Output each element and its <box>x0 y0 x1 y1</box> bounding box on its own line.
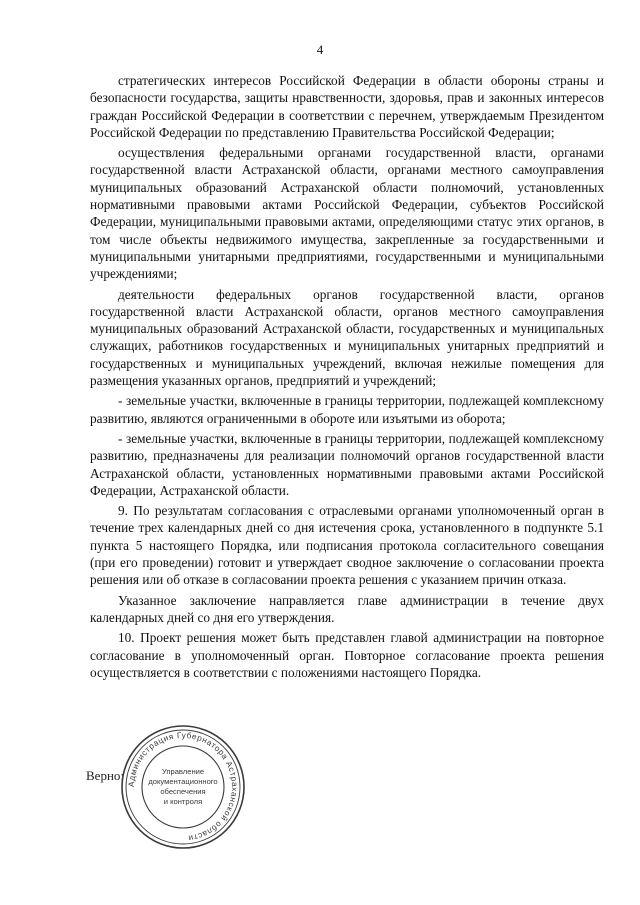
paragraph-item-10: 10. Проект решения может быть представлен главой администрации на повторное согласование в уполномоченный орган. Повторное согласование проекта решения осуществляется в соответствии с положениями настоящего Порядка. <box>90 630 604 680</box>
paragraph-land-for-powers: - земельные участки, включенные в границы территории, подлежащей комплексному развитию, предназначены для реализации полномочий органов государственной власти Астраханской области, установленных нормативными правовыми актами Российской Федерации, Астраханской области. <box>90 430 604 498</box>
document-body <box>90 72 604 681</box>
paragraph-restricted-land: - земельные участки, включенные в границы территории, подлежащей комплексному развитию, являются ограниченными в обороте или изъятыми из оборота; <box>90 393 604 426</box>
paragraph-conclusion-sent: Указанное заключение направляется главе администрации в течение двух календарных дней со дня его утверждения. <box>90 592 604 625</box>
verno-label: Верно: <box>86 768 125 783</box>
paragraph-strategic-interests: стратегических интересов Российской Федерации в области обороны страны и безопасности государства, защиты нравственности, здоровья, прав и законных интересов граждан Российской Федерации в соответствии с перечнем, утверждаемым Президентом Российской Федерации по представлению Правительства Российской Федерации; <box>90 73 604 140</box>
paragraph-item-9: 9. По результатам согласования с отраслевыми органами уполномоченный орган в течение трех календарных дней со дня истечения срока, установленного в подпункте 5.1 пункта 5 настоящего Порядка, или подписания протокола согласительного совещания (при его проведении) готовит и утверждает сводное заключение о согласовании проекта решения или об отказе в согласовании проекта решения с указанием причин отказа. <box>90 503 604 588</box>
stamp-line-2: документационного <box>148 777 218 786</box>
stamp-line-3: обеспечения <box>160 787 206 796</box>
stamp-ring-text: Администрация Губернатора Астраханской области <box>126 730 240 843</box>
stamp-line-4: и контроля <box>163 797 203 806</box>
stamp-line-1: Управление <box>161 767 205 776</box>
paragraph-bodies-activity: деятельности федеральных органов государственной власти, органов государственной власти Астраханской области, органов местного самоуправления муниципальных образований Астраханской области, государственных и муниципальных служащих, работников государственных и муниципальных унитарных предприятий и государственных и муниципальных учреждений, включая нежилые помещения для размещения указанных органов, предприятий и учреждений; <box>90 286 604 389</box>
page-number: 4 <box>316 42 324 57</box>
official-stamp <box>118 722 248 852</box>
paragraph-federal-bodies-powers: осуществления федеральными органами государственной власти, органами государственной власти Астраханской области, органами местного самоуправления муниципальных образований Астраханской области полномочий, установленных нормативными правовыми актами Российской Федерации, субъектов Российской Федерации, муниципальными правовыми актами, определяющими статус этих органов, в том числе объекты недвижимого имущества, закрепленные за государственными и муниципальными унитарными предприятиями, государственными и муниципальными учреждениями; <box>90 145 604 282</box>
